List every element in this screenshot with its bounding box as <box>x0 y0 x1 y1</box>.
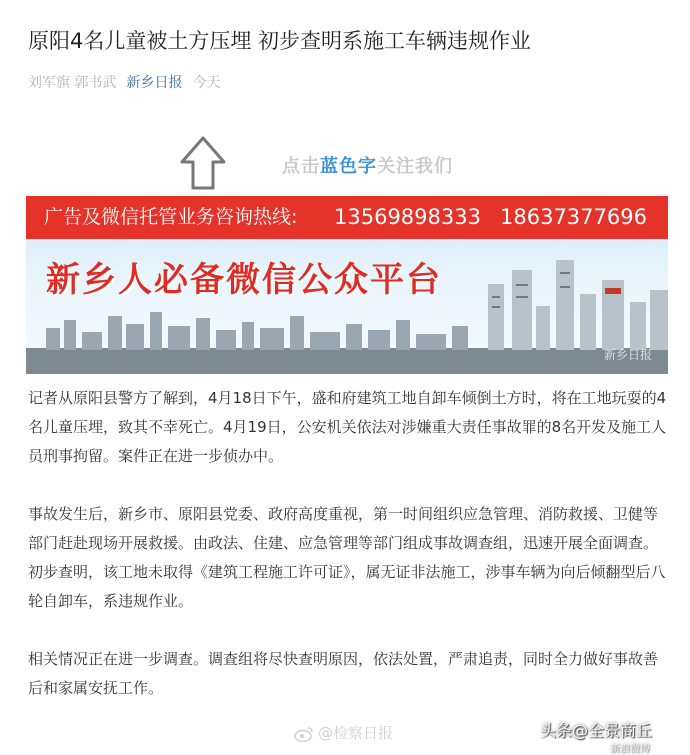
hotline-bar <box>26 196 668 239</box>
weibo-watermark <box>294 722 393 743</box>
account-name-link[interactable]: 新乡日报 <box>126 75 183 91</box>
follow-text[interactable] <box>282 152 453 178</box>
weibo-watermark-text: @检察日报 <box>318 724 394 742</box>
banner-slogan: 新乡人必备微信公众平台 <box>46 260 442 300</box>
hotline-label: 广告及微信托管业务咨询热线: <box>44 206 298 228</box>
article-paragraph-2: 事故发生后，新乡市、原阳县党委、政府高度重视，第一时间组织应急管理、消防救援、卫健等部门赶赴现场开展救援。由政法、住建、应急管理等部门组成事故调查组，迅速开展全面调查。初步查明，该工地未取得《建筑工程施工许可证》，属无证非法施工，涉事车辆为向后倾翻型后八轮自卸车，系违规作业。 <box>28 505 666 610</box>
up-arrow-icon <box>180 136 226 190</box>
article-meta <box>28 72 220 92</box>
hotline-phone-1: 13569898333 <box>334 205 481 229</box>
ad-banner[interactable] <box>26 196 668 374</box>
source-watermark <box>540 718 653 755</box>
article-paragraph-1: 记者从原阳县警方了解到，4月18日下午，盛和府建筑工地自卸车倾倒土方时，将在工地玩耍的4名儿童压埋，致其不幸死亡。4月19日，公安机关依法对涉嫌重大责任事故罪的8名开发及施工人员刑事拘留。案件正在进一步侦办中。 <box>28 389 667 465</box>
source-watermark-text: 头条@全景商丘 <box>540 721 653 740</box>
weibo-logo-icon <box>294 726 314 742</box>
article-title: 原阳4名儿童被土方压埋 初步查明系施工车辆违规作业 <box>28 29 532 53</box>
article-body <box>28 384 668 703</box>
source-watermark-sub: 新浪微博 <box>610 744 650 755</box>
follow-blue-word: 蓝色字 <box>320 156 377 177</box>
article-paragraph-3: 相关情况正在进一步调查。调查组将尽快查明原因，依法处置，严肃追责，同时全力做好事故善后和家属安抚工作。 <box>28 650 659 697</box>
follow-suffix: 关注我们 <box>377 156 453 177</box>
author-names: 刘军旗 郭书武 <box>28 75 117 91</box>
hotline-phone-2: 18637377696 <box>500 205 647 229</box>
banner-corner-mark: 新乡日报 <box>604 348 653 362</box>
publish-time: 今天 <box>192 75 221 91</box>
follow-prefix: 点击 <box>282 156 320 177</box>
follow-prompt <box>0 132 690 192</box>
